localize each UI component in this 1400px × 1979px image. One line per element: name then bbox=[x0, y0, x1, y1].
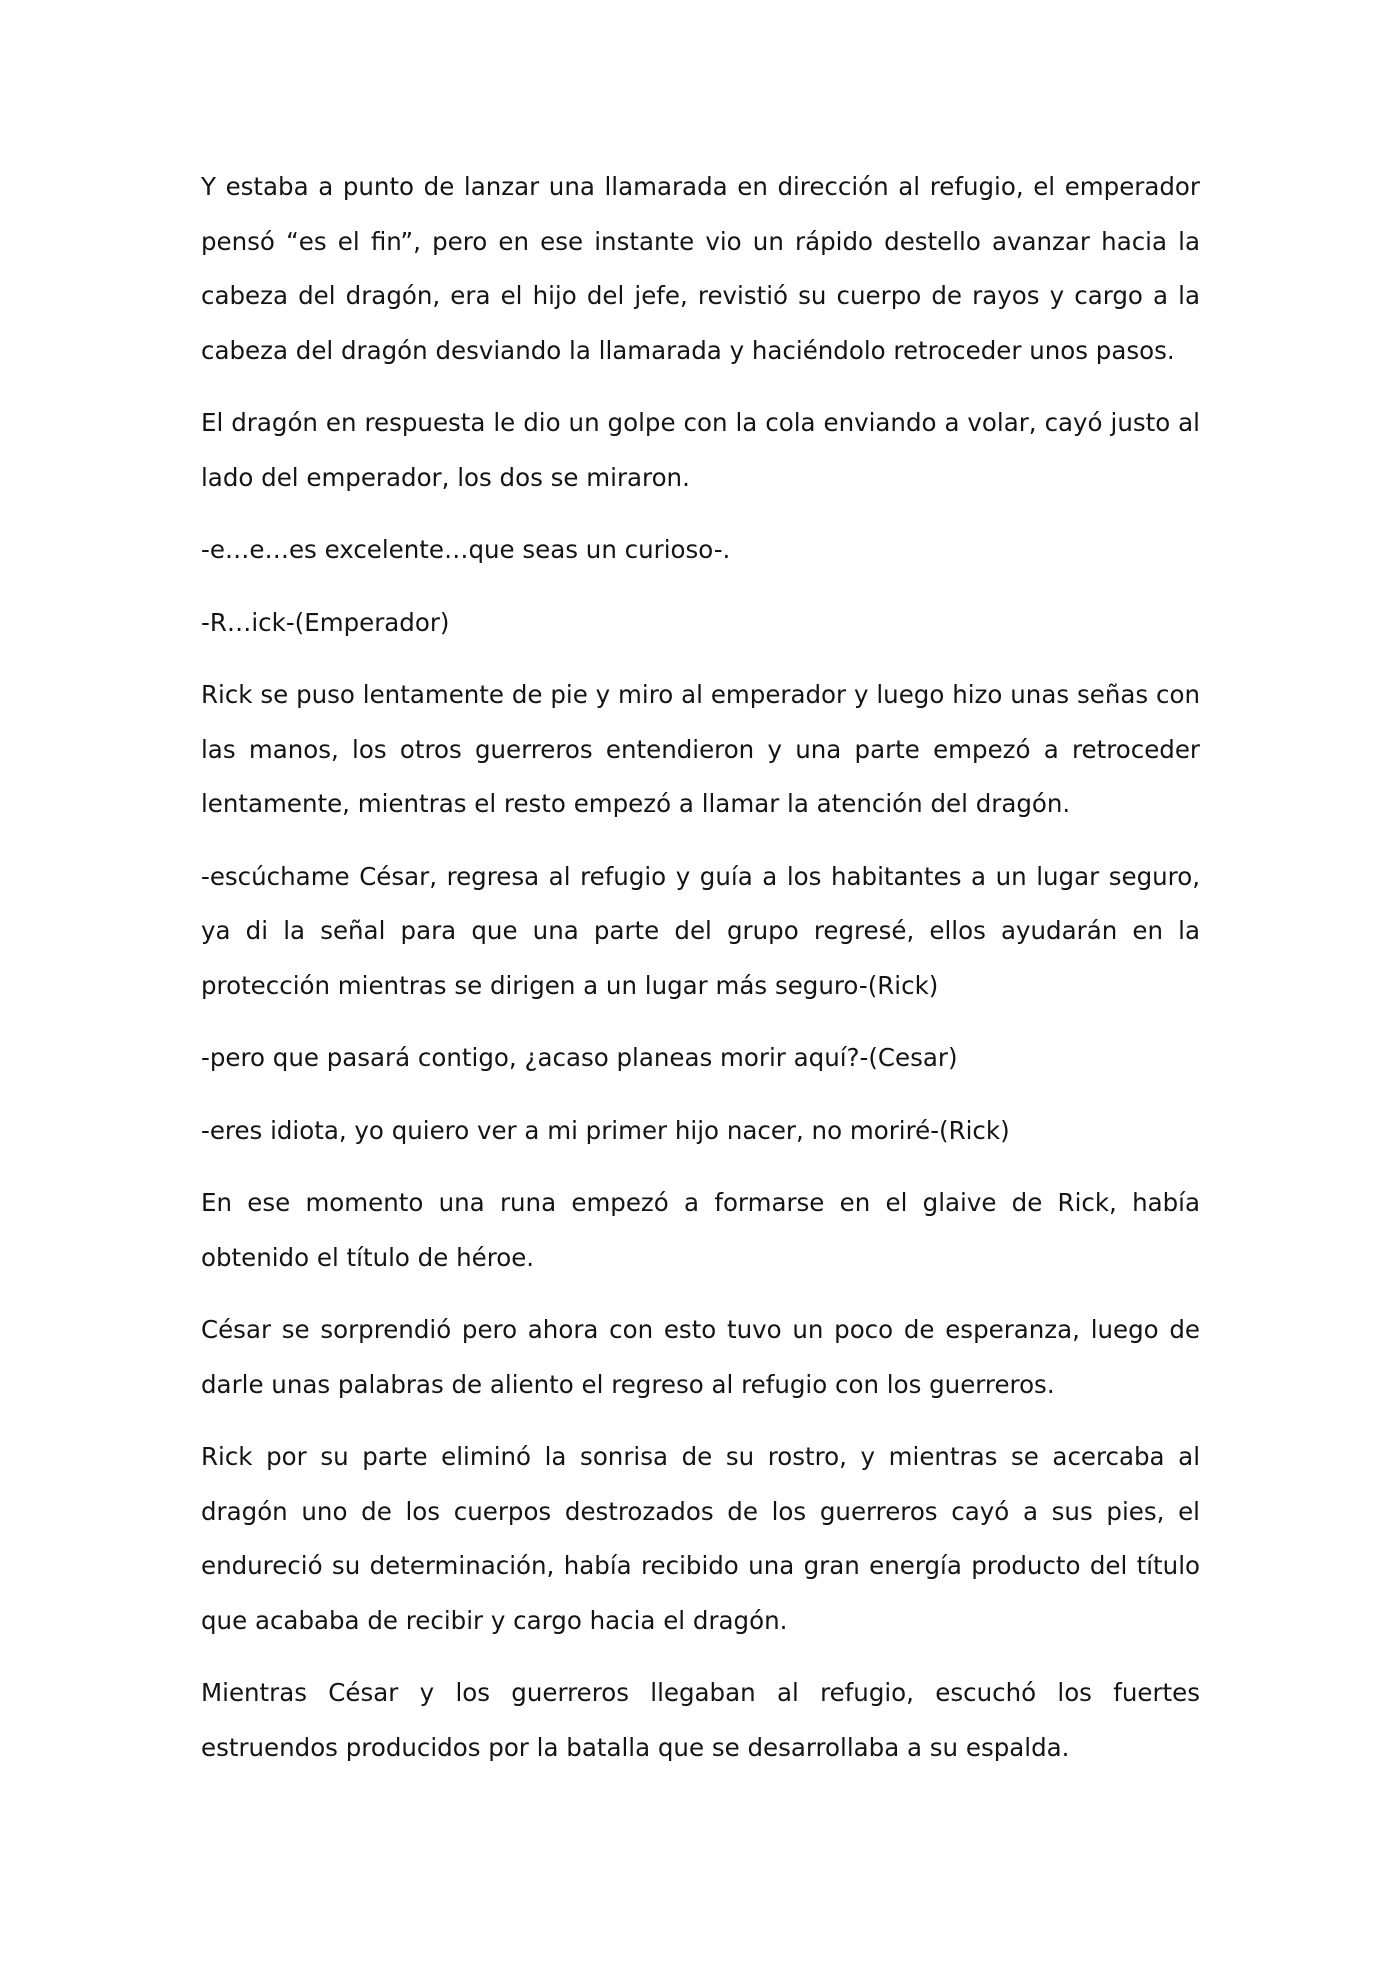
paragraph-6: -escúchame César, regresa al refugio y guía a los habitantes a un lugar seguro, ya di la señal para que una parte del grupo regresé, ellos ayudarán en la protección mientras se dirigen a un lugar más seguro-(Rick) bbox=[201, 861, 1200, 1000]
paragraph-7: -pero que pasará contigo, ¿acaso planeas morir aquí?-(Cesar) bbox=[201, 1043, 958, 1072]
paragraph-1: Y estaba a punto de lanzar una llamarada en dirección al refugio, el emperador pensó “es el fin”, pero en ese instante vio un rápido destello avanzar hacia la cabeza del dragón, era el hijo del jefe, revistió su cuerpo de rayos y cargo a la cabeza del dragón desviando la llamarada y haciéndolo retroceder unos pasos. bbox=[201, 172, 1200, 365]
paragraph-8: -eres idiota, yo quiero ver a mi primer hijo nacer, no moriré-(Rick) bbox=[201, 1115, 1010, 1145]
paragraph-5: Rick se puso lentamente de pie y miro al emperador y luego hizo unas señas con las manos, los otros guerreros entendieron y una parte empezó a retroceder lentamente, mientras el resto empezó a llamar la atención del dragón. bbox=[201, 680, 1200, 818]
document-body bbox=[201, 160, 1200, 1793]
paragraph-12: Mientras César y los guerreros llegaban al refugio, escuchó los fuertes estruendos producidos por la batalla que se desarrollaba a su espalda. bbox=[201, 1678, 1200, 1762]
paragraph-11: Rick por su parte eliminó la sonrisa de su rostro, y mientras se acercaba al dragón uno de los cuerpos destrozados de los guerreros cayó a sus pies, el endureció su determinación, había recibido una gran energía producto del título que acababa de recibir y cargo hacia el dragón. bbox=[201, 1442, 1200, 1635]
paragraph-2: El dragón en respuesta le dio un golpe con la cola enviando a volar, cayó justo al lado del emperador, los dos se miraron. bbox=[201, 408, 1200, 492]
paragraph-10: César se sorprendió pero ahora con esto tuvo un poco de esperanza, luego de darle unas palabras de aliento el regreso al refugio con los guerreros. bbox=[201, 1315, 1200, 1399]
paragraph-4: -R…ick-(Emperador) bbox=[201, 607, 450, 637]
paragraph-3: -e…e…es excelente…que seas un curioso-. bbox=[201, 535, 731, 564]
paragraph-9: En ese momento una runa empezó a formarse en el glaive de Rick, había obtenido el título de héroe. bbox=[201, 1188, 1200, 1272]
